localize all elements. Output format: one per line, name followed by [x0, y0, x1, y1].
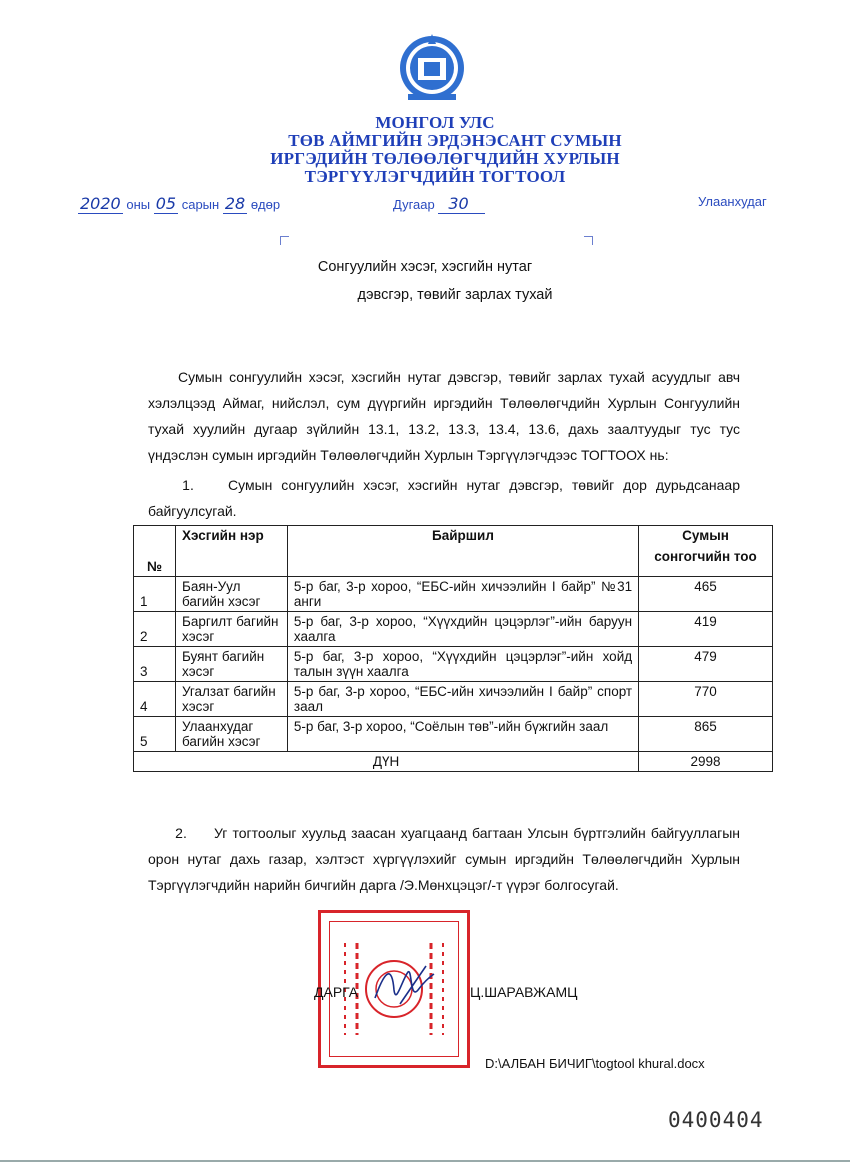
header-voters — [639, 526, 773, 577]
number-line — [393, 194, 485, 213]
date-year-suffix: оны — [126, 197, 151, 212]
row-name: Буянт багийн хэсэг — [175, 647, 287, 682]
table-row — [134, 647, 773, 682]
row-voters: 865 — [639, 717, 773, 752]
header-country: МОНГОЛ УЛС — [375, 113, 495, 132]
number-value: 30 — [438, 194, 484, 214]
corner-mark-right — [584, 236, 593, 245]
row-num: 1 — [134, 577, 176, 612]
row-num: 3 — [134, 647, 176, 682]
header-resolution: ТЭРГҮҮЛЭГЧДИЙН ТОГТООЛ — [304, 167, 566, 186]
serial-number: 0400404 — [668, 1108, 764, 1132]
row-voters: 465 — [639, 577, 773, 612]
row-name: Угалзат багийн хэсэг — [175, 682, 287, 717]
file-path: D:\АЛБАН БИЧИГ\togtool khural.docx — [485, 1056, 705, 1071]
date-month-suffix: сарын — [181, 197, 220, 212]
polling-stations-table — [133, 525, 773, 772]
table-header-row — [134, 526, 773, 577]
header-num: № — [134, 526, 176, 577]
date-year: 2020 — [80, 194, 121, 213]
corner-mark-left — [280, 236, 289, 245]
row-location: 5-р баг, 3-р хороо, “ЕБС-ийн хичээлийн I байр” №31 анги — [287, 577, 638, 612]
row-voters: 479 — [639, 647, 773, 682]
date-day: 28 — [224, 194, 246, 213]
row-name: Баян-Уул багийн хэсэг — [175, 577, 287, 612]
item-2-text: Уг тогтоолыг хуульд заасан хуагцаанд багтаан Улсын бүртгэлийн байгууллагын орон нутаг дахь газар, хэлтэст хүргүүлэхийг сумын иргэдийн Төлөөлөгчдийн Хурлын Тэргүүлэгчдийн нарийн бичгийн дарга /Э.Мөнхцэцэг/-т үүрэг болгосугай. — [148, 825, 740, 893]
row-num: 4 — [134, 682, 176, 717]
total-value: 2998 — [639, 752, 773, 772]
signatory-title: ДАРГА — [314, 984, 359, 1000]
date-month: 05 — [155, 194, 177, 213]
subject-line-2: дэвсгэр, төвийг зарлах тухай — [357, 287, 553, 303]
table-row — [134, 577, 773, 612]
table-row — [134, 717, 773, 752]
item-2 — [148, 820, 740, 898]
date-line — [78, 194, 280, 213]
handwritten-signature-icon — [370, 960, 440, 1010]
state-emblem-icon — [398, 28, 466, 108]
header-location: Байршил — [287, 526, 638, 577]
row-location: 5-р баг, 3-р хороо, “ЕБС-ийн хичээлийн I байр” спорт заал — [287, 682, 638, 717]
row-location: 5-р баг, 3-р хороо, “Хүүхдийн цэцэрлэг”-ийн баруун хаалга — [287, 612, 638, 647]
place: Улаанхудаг — [698, 194, 767, 209]
subject-line-1: Сонгуулийн хэсэг, хэсгийн нутаг — [317, 259, 533, 275]
row-location: 5-р баг, 3-р хороо, “Соёлын төв”-ийн бүжгийн заал — [287, 717, 638, 752]
table-total-row — [134, 752, 773, 772]
header-council: ИРГЭДИЙН ТӨЛӨӨЛӨГЧДИЙН ХУРЛЫН — [270, 149, 620, 168]
header-voters-line-1: Сумын — [682, 528, 729, 543]
number-label: Дугаар — [393, 197, 435, 212]
table-row — [134, 682, 773, 717]
item-1-text: Сумын сонгуулийн хэсэг, хэсгийн нутаг дэвсгэр, төвийг дор дурьдсанаар байгуулсугай. — [148, 477, 740, 519]
row-name: Улаанхудаг багийн хэсэг — [175, 717, 287, 752]
scan-edge-line — [0, 1160, 850, 1162]
header-soum: ТӨВ АЙМГИЙН ЭРДЭНЭСАНТ СУМЫН — [288, 131, 622, 150]
date-day-suffix: өдөр — [250, 197, 281, 212]
header-voters-line-2: сонгогчийн тоо — [654, 549, 757, 564]
row-voters: 419 — [639, 612, 773, 647]
total-label: ДҮН — [134, 752, 639, 772]
intro-paragraph: Сумын сонгуулийн хэсэг, хэсгийн нутаг дэвсгэр, төвийг зарлах тухай асуудлыг авч хэлэлцээд Аймаг, нийслэл, сум дүүргийн иргэдийн Төлөөлөгчдийн Хурлын Сонгуулийн тухай хуулийн дугаар зүйлийн 13.1, 13.2, 13.3, 13.4, 13.6, дахь заалтуудыг тус тус үндэслэн сумын иргэдийн Төлөөлөгчдийн Хурлын Тэргүүлэгчдээс ТОГТООХ нь: — [148, 369, 740, 463]
row-location: 5-р баг, 3-р хороо, “Хүүхдийн цэцэрлэг”-ийн хойд талын зүүн хаалга — [287, 647, 638, 682]
item-1 — [148, 472, 740, 524]
item-1-number: 1. — [182, 477, 194, 493]
row-num: 2 — [134, 612, 176, 647]
item-2-number: 2. — [175, 825, 187, 841]
row-num: 5 — [134, 717, 176, 752]
header-name: Хэсгийн нэр — [175, 526, 287, 577]
row-name: Баргилт багийн хэсэг — [175, 612, 287, 647]
signatory-name: Ц.ШАРАВЖАМЦ — [470, 984, 578, 1000]
table-row — [134, 612, 773, 647]
row-voters: 770 — [639, 682, 773, 717]
